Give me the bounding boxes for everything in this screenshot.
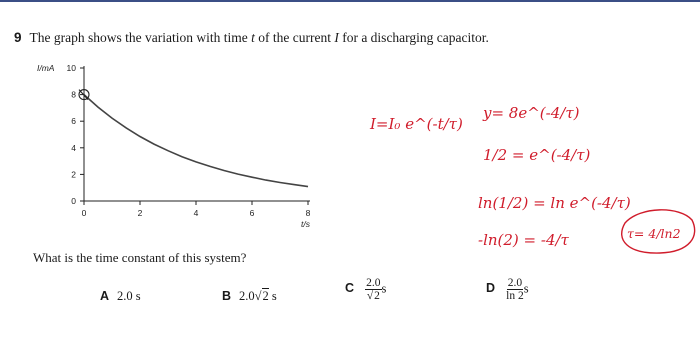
option-d-letter: D xyxy=(486,281,496,296)
variable-I: I xyxy=(334,30,339,45)
x-tick-label: 8 xyxy=(305,208,311,218)
x-tick-label: 2 xyxy=(137,208,143,218)
y-tick-label: 10 xyxy=(66,63,76,73)
y-tick-label: 0 xyxy=(71,196,76,206)
question-text-part-3: for a discharging capacitor. xyxy=(338,30,489,45)
option-b-coefficient: 2.0 xyxy=(239,289,255,303)
sqrt-symbol: √ xyxy=(254,289,262,303)
option-d-numerator: 2.0 xyxy=(507,277,523,289)
handwriting-text xyxy=(369,104,681,249)
y-tick-label: 6 xyxy=(71,116,76,127)
working-line-1: y= 8e^(-4/τ) xyxy=(483,104,580,122)
boxed-answer: τ= 4/ln2 xyxy=(627,226,681,241)
y-tick-label: 4 xyxy=(71,142,76,153)
y-tick-label: 8 xyxy=(71,89,76,100)
question-number: 9 xyxy=(14,30,22,45)
working-line-4: -ln(2) = -4/τ xyxy=(478,231,569,249)
question-prompt: What is the time constant of this system? xyxy=(33,250,247,265)
variable-t: t xyxy=(251,30,255,45)
working-line-2: 1/2 = e^(-4/τ) xyxy=(483,146,591,164)
option-c-denominator: √2 xyxy=(366,290,380,303)
option-d-unit: s xyxy=(523,281,529,296)
option-c-letter: C xyxy=(345,281,355,296)
x-tick-label: 4 xyxy=(193,208,199,218)
y-tick-label: 2 xyxy=(71,169,76,180)
y-axis-label: I/mA xyxy=(37,63,55,73)
option-a-text: 2.0 s xyxy=(117,289,141,303)
question-text-part-2: of the current xyxy=(254,30,335,45)
option-b-unit: s xyxy=(268,289,277,303)
option-b-letter: B xyxy=(222,289,232,303)
x-axis-label: t/s xyxy=(301,219,310,229)
option-c-unit: s xyxy=(381,281,387,296)
option-a-letter: A xyxy=(100,289,110,303)
working-line-3: ln(1/2) = ln e^(-4/τ) xyxy=(478,194,631,212)
x-tick-label: 0 xyxy=(81,208,87,218)
option-b-radicand: 2 xyxy=(262,289,269,303)
option-d-denominator: ln 2 xyxy=(506,290,524,303)
option-c-radicand: 2 xyxy=(374,290,380,303)
question-text-part-1: The graph shows the variation with time xyxy=(29,30,252,45)
formula-line: I=I₀ e^(-t/τ) xyxy=(370,115,463,133)
option-c-numerator: 2.0 xyxy=(366,277,381,289)
x-tick-label: 6 xyxy=(249,208,255,218)
